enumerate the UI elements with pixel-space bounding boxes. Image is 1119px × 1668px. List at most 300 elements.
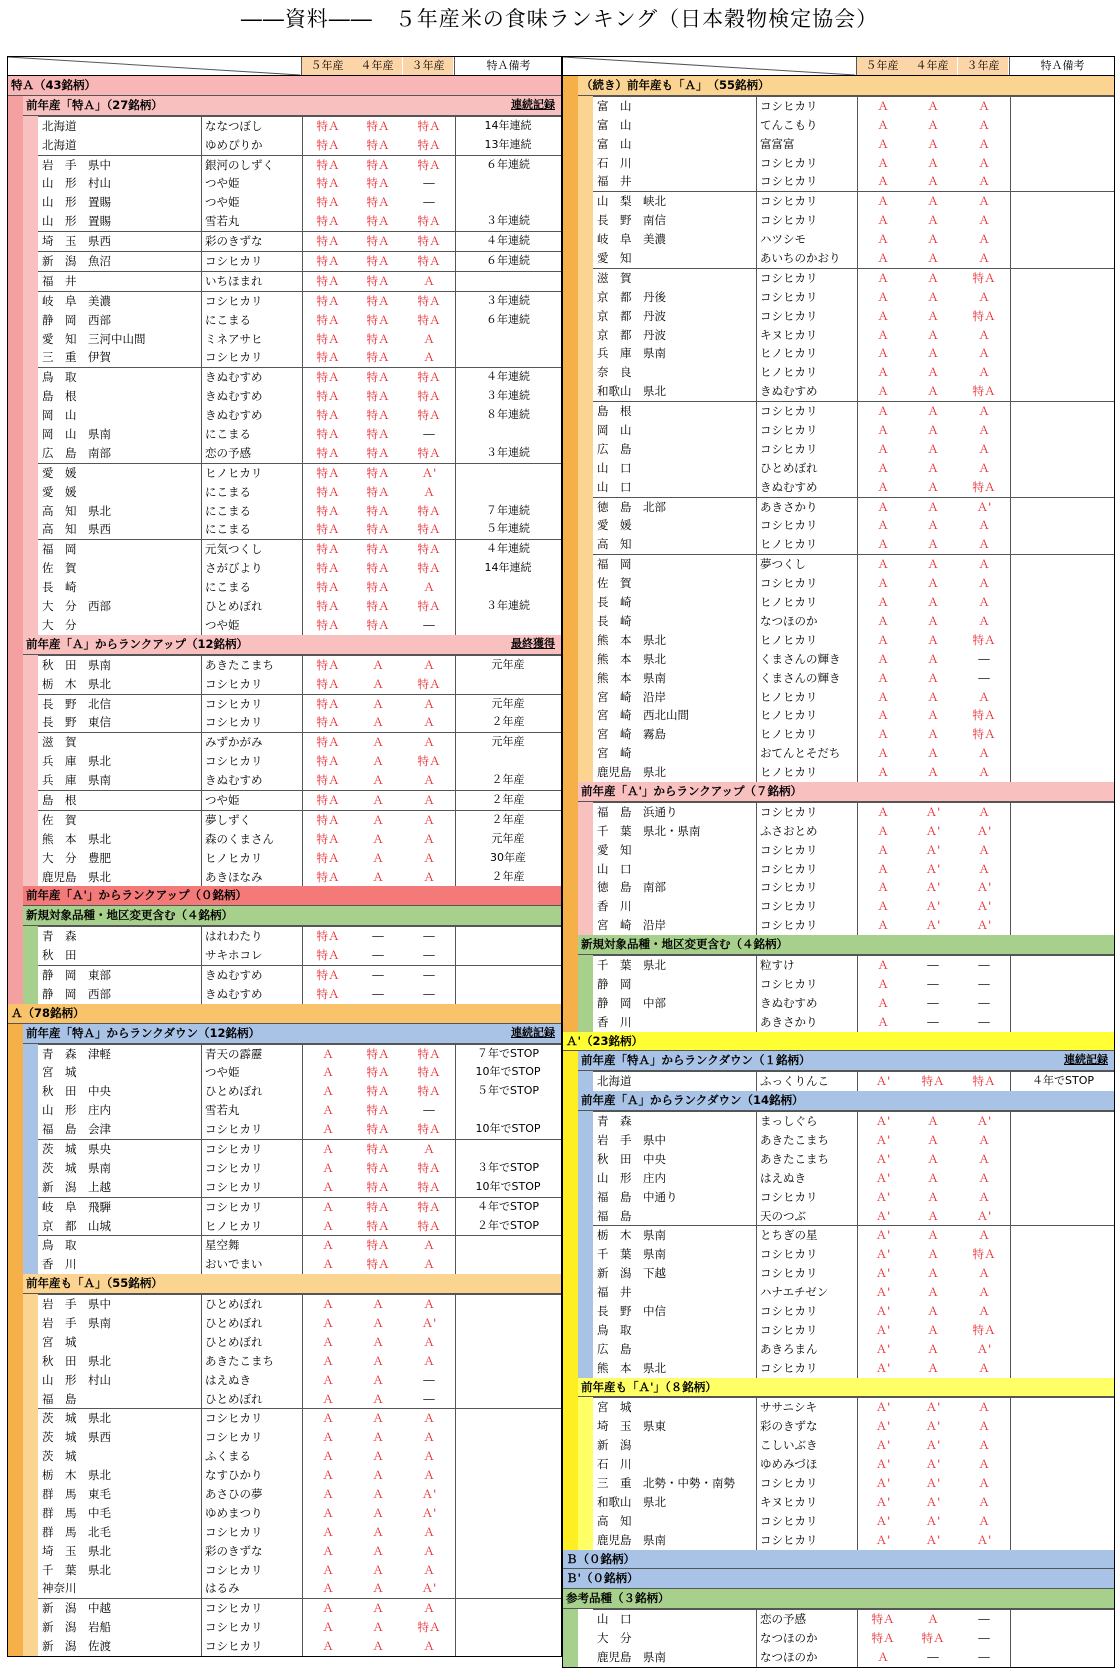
rank-y4-cell: Ａ — [927, 1285, 939, 1300]
rank-y5-cell: Ａ — [857, 172, 908, 191]
rank-y3-cell: ― — [423, 617, 435, 632]
rank-y3-cell: Ａ — [978, 365, 990, 380]
rank-y4-cell: 特Ａ — [366, 157, 390, 172]
rank-y5-cell: 特Ａ — [302, 272, 353, 291]
rank-y4-cell: Ａ — [927, 1228, 939, 1243]
rank-y5-cell: Ａ — [302, 1485, 353, 1504]
rank-section — [563, 1032, 1114, 1550]
variety-cell: 夢しずく — [201, 811, 301, 830]
region-cell: 福 岡 — [42, 542, 77, 557]
table-row — [38, 752, 561, 771]
variety-cell: コシヒカリ — [201, 252, 301, 271]
rank-y5-cell: Ａ — [857, 402, 908, 421]
rank-y4-cell: 特Ａ — [366, 617, 390, 632]
variety-cell: ヒノヒカリ — [756, 763, 856, 782]
rank-y5-cell: Ａ' — [857, 1072, 908, 1091]
rank-y3-cell: ― — [423, 948, 435, 963]
rows-box — [593, 1111, 1114, 1377]
region-cell: 福 岡 — [597, 557, 632, 572]
rank-y3-cell: ― — [978, 957, 990, 972]
rank-y3-cell: Ａ' — [421, 1581, 437, 1596]
subsection-bar — [578, 1378, 593, 1550]
table-row — [593, 1131, 1114, 1150]
variety-cell: ヒノヒカリ — [756, 535, 856, 554]
rank-y5-cell: Ａ — [302, 1561, 353, 1580]
subsection-heading — [23, 906, 561, 926]
rank-y3-cell: Ａ — [978, 1151, 990, 1166]
table-row — [38, 1101, 561, 1120]
region-cell: 愛 媛 — [597, 518, 632, 533]
note-cell — [1010, 956, 1115, 975]
region-cell: 長 野 南信 — [597, 213, 666, 228]
region-cell: 秋 田 県南 — [42, 657, 111, 672]
rank-y3-cell: 特Ａ — [417, 1160, 441, 1175]
variety-cell: コシヒカリ — [201, 292, 301, 311]
region-cell: 長 野 東信 — [42, 715, 111, 730]
rank-y5-cell: 特Ａ — [302, 232, 353, 251]
rank-y3-cell: Ａ — [423, 773, 435, 788]
table-row — [593, 1225, 1114, 1245]
subsection — [8, 96, 561, 635]
rank-y4-cell: Ａ' — [925, 1494, 941, 1509]
table-row — [593, 344, 1114, 363]
table-row — [593, 1629, 1114, 1648]
rank-y5-cell: Ａ' — [857, 1417, 908, 1436]
rank-y4-cell: Ａ — [372, 1562, 384, 1577]
region-cell: 熊 本 県北 — [597, 632, 666, 647]
rank-y5-cell: 特Ａ — [302, 927, 353, 946]
region-cell: 熊 本 県北 — [597, 651, 666, 666]
rank-y5-cell: Ａ — [857, 994, 908, 1013]
rank-y5-cell: Ａ — [857, 344, 908, 363]
variety-cell: コシヒカリ — [756, 1245, 856, 1264]
table-row — [38, 444, 561, 463]
rank-y5-cell: 特Ａ — [302, 868, 353, 887]
table-row — [38, 155, 561, 175]
variety-cell: 彩のきずな — [201, 1542, 301, 1561]
rank-y4-cell: Ａ — [927, 155, 939, 170]
variety-cell: キヌヒカリ — [756, 1493, 856, 1512]
variety-cell: あきさかり — [756, 498, 856, 517]
note-cell — [455, 752, 560, 771]
rank-y5-cell: Ａ' — [857, 1169, 908, 1188]
variety-cell: ヒノヒカリ — [756, 631, 856, 650]
region-cell: 静 岡 — [597, 976, 632, 991]
header-y4: ４年産 — [352, 57, 402, 75]
note-cell — [455, 1579, 560, 1598]
region-cell: 鹿児島 県北 — [42, 869, 111, 884]
rank-y5-cell: Ａ — [302, 1101, 353, 1120]
table-row — [38, 732, 561, 752]
rank-y4-cell: 特Ａ — [366, 1218, 390, 1233]
region-cell: 鹿児島 県北 — [597, 765, 666, 780]
rank-y4-cell: Ａ — [927, 346, 939, 361]
rank-y3-cell: Ａ — [978, 346, 990, 361]
rank-y3-cell: Ａ — [978, 194, 990, 209]
table-row — [38, 463, 561, 483]
rank-y5-cell: Ａ — [857, 897, 908, 916]
rank-y5-cell: Ａ — [302, 1371, 353, 1390]
region-cell: 石 川 — [597, 1457, 632, 1472]
rank-y3-cell: ― — [978, 995, 990, 1010]
rank-y4-cell: Ａ — [372, 869, 384, 884]
table-row — [593, 1302, 1114, 1321]
region-cell: 新 潟 上越 — [42, 1179, 111, 1194]
rank-y5-cell: Ａ' — [857, 1207, 908, 1226]
table-row — [38, 616, 561, 635]
note-cell — [1010, 725, 1115, 744]
variety-cell: コシヒカリ — [756, 1302, 856, 1321]
variety-cell: ななつぼし — [201, 117, 301, 136]
rank-y5-cell: 特Ａ — [302, 156, 353, 175]
variety-cell: にこまる — [201, 520, 301, 539]
section-heading: Ｂ（０銘柄） — [563, 1550, 1114, 1570]
note-cell — [1010, 1455, 1115, 1474]
note-cell: ３年連続 — [455, 212, 560, 231]
note-cell: ２年でSTOP — [455, 1217, 560, 1236]
rank-y4-cell: 特Ａ — [366, 1179, 390, 1194]
region-cell: 大 分 西部 — [42, 599, 111, 614]
rank-section — [563, 1569, 1114, 1589]
variety-cell: 彩のきずな — [756, 1417, 856, 1436]
table-row — [593, 96, 1114, 116]
table-row — [593, 440, 1114, 459]
rank-y4-cell: Ａ' — [925, 1400, 941, 1415]
note-cell — [1010, 516, 1115, 535]
table-row — [38, 116, 561, 136]
rank-y5-cell: 特Ａ — [302, 136, 353, 155]
rank-y5-cell: Ａ' — [857, 1150, 908, 1169]
rank-y4-cell: ― — [927, 976, 939, 991]
note-cell — [1010, 1226, 1115, 1245]
rank-y4-cell: 特Ａ — [366, 1046, 390, 1061]
rank-y5-cell: Ａ — [857, 650, 908, 669]
rank-y3-cell: Ａ' — [421, 1316, 437, 1330]
variety-cell: コシヒカリ — [756, 897, 856, 916]
rank-y5-cell: 特Ａ — [302, 849, 353, 868]
rank-y5-cell: Ａ' — [857, 1321, 908, 1340]
rank-y4-cell: Ａ — [927, 1247, 939, 1262]
rank-y4-cell: 特Ａ — [366, 1238, 390, 1253]
rank-y5-cell: Ａ — [302, 1352, 353, 1371]
region-cell: 山 形 庄内 — [597, 1170, 666, 1185]
subsection-title: 前年産も「Ａ」（55銘柄） — [26, 1276, 163, 1291]
rank-y4-cell: 特Ａ — [366, 542, 390, 557]
rank-y5-cell: Ａ — [857, 326, 908, 345]
rank-y3-cell: Ａ' — [421, 1487, 437, 1502]
variety-cell: 青天の霹靂 — [201, 1045, 301, 1064]
variety-cell: あきほなみ — [201, 868, 301, 887]
rank-y4-cell: Ａ — [372, 657, 384, 672]
rank-y5-cell: Ａ — [857, 363, 908, 382]
region-cell: 香 川 — [597, 899, 632, 914]
table-row — [38, 1120, 561, 1139]
region-cell: 鹿児島 県南 — [597, 1532, 666, 1547]
rank-y3-cell: 特Ａ — [417, 254, 441, 269]
subsection-bar — [578, 1091, 593, 1377]
note-cell — [1010, 498, 1115, 517]
rank-y4-cell: 特Ａ — [366, 118, 390, 133]
rank-y3-cell: Ａ' — [976, 918, 992, 933]
rank-y4-cell: Ａ — [927, 537, 939, 552]
table-row — [38, 1561, 561, 1580]
variety-cell: まっしぐら — [756, 1112, 856, 1131]
table-row — [38, 1197, 561, 1217]
variety-cell: ヒノヒカリ — [201, 849, 301, 868]
region-cell: 宮 崎 沿岸 — [597, 689, 666, 704]
note-cell: ４年連続 — [455, 368, 560, 387]
rank-y3-cell: 特Ａ — [417, 312, 441, 327]
variety-cell: コシヒカリ — [756, 307, 856, 326]
subsection-heading — [23, 1274, 561, 1294]
table-row — [38, 1217, 561, 1236]
region-cell: 佐 賀 — [42, 812, 77, 827]
variety-cell: ふさおとめ — [756, 822, 856, 841]
variety-cell: おてんとそだち — [756, 744, 856, 763]
rank-y3-cell: Ａ — [978, 1189, 990, 1204]
subsection-heading — [578, 1378, 1114, 1398]
rank-y5-cell: Ａ — [857, 307, 908, 326]
section-heading: Ａ'（23銘柄） — [563, 1032, 1114, 1052]
note-cell — [1010, 1398, 1115, 1417]
table-row — [593, 230, 1114, 249]
rank-y5-cell: 特Ａ — [302, 540, 353, 559]
variety-cell: にこまる — [201, 311, 301, 330]
note-cell — [455, 1637, 560, 1656]
rank-y3-cell: 特Ａ — [417, 214, 441, 229]
table-row — [38, 1352, 561, 1371]
note-cell — [1010, 1131, 1115, 1150]
table-row — [38, 406, 561, 425]
subsection — [8, 1274, 561, 1656]
region-cell: 福 島 浜通り — [597, 804, 678, 819]
rank-y5-cell: Ａ' — [857, 1245, 908, 1264]
region-cell: 福 島 — [597, 1208, 632, 1223]
variety-cell: はえぬき — [756, 1169, 856, 1188]
rows-box — [38, 926, 561, 1004]
rank-y3-cell: Ａ — [978, 518, 990, 533]
rank-y3-cell: 特Ａ — [417, 1620, 441, 1635]
region-cell: 三 重 伊賀 — [42, 350, 111, 365]
region-cell: 岐 阜 美濃 — [597, 232, 666, 247]
subsection — [8, 886, 561, 906]
table-row — [593, 497, 1114, 517]
rank-y4-cell: Ａ — [372, 1430, 384, 1445]
rank-y3-cell: Ａ — [978, 1457, 990, 1472]
table-row — [593, 612, 1114, 631]
rank-y3-cell: 特Ａ — [417, 1218, 441, 1233]
rank-y3-cell: Ａ — [423, 1430, 435, 1445]
rank-y5-cell: Ａ — [302, 1390, 353, 1409]
rank-y3-cell: Ａ — [978, 327, 990, 342]
region-cell: 兵 庫 県北 — [42, 754, 111, 769]
table-row — [593, 268, 1114, 288]
header-diagonal — [8, 57, 300, 75]
subsection-title: 新規対象品種・地区変更含む（４銘柄） — [26, 908, 233, 923]
rank-y4-cell: Ａ — [927, 765, 939, 780]
rank-y4-cell: 特Ａ — [366, 1084, 390, 1099]
note-cell: ３年連続 — [455, 387, 560, 406]
table-row — [38, 946, 561, 965]
region-cell: 愛 媛 — [42, 465, 77, 480]
variety-cell: つや姫 — [201, 1063, 301, 1082]
subsection-note: 連続記録 — [511, 1025, 555, 1039]
table-row — [593, 1648, 1114, 1667]
region-cell: 滋 賀 — [42, 735, 77, 750]
variety-cell: 雪若丸 — [201, 212, 301, 231]
table-row — [593, 1188, 1114, 1207]
variety-cell: あいちのかおり — [756, 249, 856, 268]
rank-y5-cell: 特Ａ — [302, 695, 353, 714]
rank-y5-cell: Ａ' — [857, 1131, 908, 1150]
table-row — [593, 860, 1114, 879]
rank-y3-cell: Ａ — [423, 792, 435, 807]
region-cell: 北海道 — [42, 118, 77, 133]
region-cell: 青 森 — [42, 929, 77, 944]
rank-y4-cell: Ａ' — [925, 804, 941, 819]
rank-y5-cell: Ａ — [302, 1447, 353, 1466]
note-cell — [1010, 440, 1115, 459]
variety-cell: コシヒカリ — [756, 841, 856, 860]
rank-y5-cell: Ａ — [857, 975, 908, 994]
note-cell — [1010, 1512, 1115, 1531]
rank-y3-cell: Ａ — [978, 251, 990, 266]
table-row — [38, 425, 561, 444]
variety-cell: コシヒカリ — [201, 1637, 301, 1656]
rank-y4-cell: Ａ — [927, 251, 939, 266]
rank-y3-cell: ― — [978, 1631, 990, 1646]
note-cell — [455, 1371, 560, 1390]
rank-y3-cell: Ａ — [978, 537, 990, 552]
table-row — [593, 191, 1114, 211]
subsection-bar — [23, 635, 38, 887]
rank-y4-cell: 特Ａ — [366, 350, 390, 365]
note-cell — [1010, 1150, 1115, 1169]
variety-cell: ヒノヒカリ — [756, 363, 856, 382]
variety-cell: コシヒカリ — [201, 752, 301, 771]
rank-y3-cell: 特Ａ — [417, 503, 441, 518]
region-cell: 長 崎 — [597, 595, 632, 610]
table-row — [593, 363, 1114, 382]
subsection-note: 最終獲得 — [511, 636, 555, 650]
rank-y4-cell: Ａ — [927, 1612, 939, 1627]
rank-y4-cell: 特Ａ — [366, 1065, 390, 1080]
rank-y4-cell: Ａ — [927, 117, 939, 132]
note-cell — [1010, 192, 1115, 211]
rank-y4-cell: 特Ａ — [366, 427, 390, 442]
rank-y4-cell: Ａ — [372, 1372, 384, 1387]
region-cell: 秋 田 中央 — [42, 1084, 111, 1099]
rows-box — [593, 1397, 1114, 1549]
rank-y3-cell: 特Ａ — [972, 1322, 996, 1337]
rank-y5-cell: Ａ — [857, 555, 908, 574]
table-row — [38, 1044, 561, 1064]
region-cell: 新 潟 佐渡 — [42, 1639, 111, 1654]
region-cell: 愛 媛 — [42, 484, 77, 499]
note-cell: ３年連続 — [455, 444, 560, 463]
variety-cell: コシヒカリ — [201, 1599, 301, 1618]
rank-y5-cell: 特Ａ — [302, 348, 353, 367]
variety-cell: コシヒカリ — [201, 1561, 301, 1580]
note-cell: ４年連続 — [455, 540, 560, 559]
subsection — [563, 1378, 1114, 1550]
region-cell: 宮 崎 — [597, 746, 632, 761]
region-cell: 佐 賀 — [597, 576, 632, 591]
region-cell: 奈 良 — [597, 365, 632, 380]
rank-y5-cell: 特Ａ — [302, 464, 353, 483]
rank-y3-cell: Ａ — [423, 1411, 435, 1426]
rank-y5-cell: Ａ — [857, 631, 908, 650]
table-row — [593, 326, 1114, 345]
region-cell: 熊 本 県北 — [597, 1360, 666, 1375]
note-cell — [1010, 135, 1115, 154]
note-cell — [1010, 1531, 1115, 1550]
rank-y3-cell: Ａ — [978, 765, 990, 780]
variety-cell: 天のつぶ — [756, 1207, 856, 1226]
rank-y4-cell: Ａ — [927, 518, 939, 533]
variety-cell: コシヒカリ — [756, 402, 856, 421]
region-cell: 茨 城 県西 — [42, 1430, 111, 1445]
rank-y3-cell: Ａ — [978, 1419, 990, 1434]
variety-cell: ひとめぼれ — [201, 1295, 301, 1314]
rank-y5-cell: Ａ — [857, 669, 908, 688]
table-row — [593, 154, 1114, 173]
table-row — [593, 916, 1114, 935]
rank-y5-cell: Ａ — [302, 1542, 353, 1561]
note-cell: ３年連続 — [455, 292, 560, 311]
rank-y4-cell: 特Ａ — [921, 1074, 945, 1089]
variety-cell: 星空舞 — [201, 1236, 301, 1255]
rank-y4-cell: 特Ａ — [366, 1103, 390, 1118]
note-cell — [1010, 860, 1115, 879]
rank-y4-cell: Ａ' — [925, 1532, 941, 1547]
region-cell: 宮 崎 沿岸 — [597, 918, 666, 933]
rows-box — [593, 1071, 1114, 1091]
rank-y4-cell: 特Ａ — [921, 1631, 945, 1646]
table-row — [593, 897, 1114, 916]
table-row — [38, 694, 561, 714]
table-row — [38, 713, 561, 732]
variety-cell: おいでまい — [201, 1255, 301, 1274]
region-cell: 山 梨 峡北 — [597, 194, 666, 209]
variety-cell: ゆめぴりか — [201, 136, 301, 155]
region-cell: 愛 知 三河中山間 — [42, 331, 146, 346]
rank-y3-cell: Ａ — [423, 869, 435, 884]
table-row — [38, 1485, 561, 1504]
rank-y5-cell: Ａ — [302, 1333, 353, 1352]
table-row — [38, 559, 561, 578]
rank-y4-cell: Ａ — [372, 1297, 384, 1312]
region-cell: 京 都 丹波 — [597, 308, 666, 323]
rank-y5-cell: Ａ — [302, 1140, 353, 1159]
subsection-note: 連続記録 — [1064, 1053, 1108, 1067]
rank-y3-cell: Ａ — [423, 657, 435, 672]
header-y3: ３年産 — [403, 57, 453, 75]
table-row — [38, 1255, 561, 1274]
region-cell: 栃 木 県北 — [42, 1468, 111, 1483]
rank-y5-cell: Ａ — [857, 803, 908, 822]
region-cell: 香 川 — [42, 1257, 77, 1272]
table-row — [593, 669, 1114, 688]
table-row — [593, 382, 1114, 401]
variety-cell: コシヒカリ — [201, 1159, 301, 1178]
note-cell — [455, 1236, 560, 1255]
rank-y4-cell: Ａ — [372, 1411, 384, 1426]
rank-y3-cell: Ａ — [978, 861, 990, 876]
rank-y3-cell: Ａ — [978, 1360, 990, 1375]
note-cell — [455, 1447, 560, 1466]
rank-y3-cell: Ａ — [423, 735, 435, 750]
